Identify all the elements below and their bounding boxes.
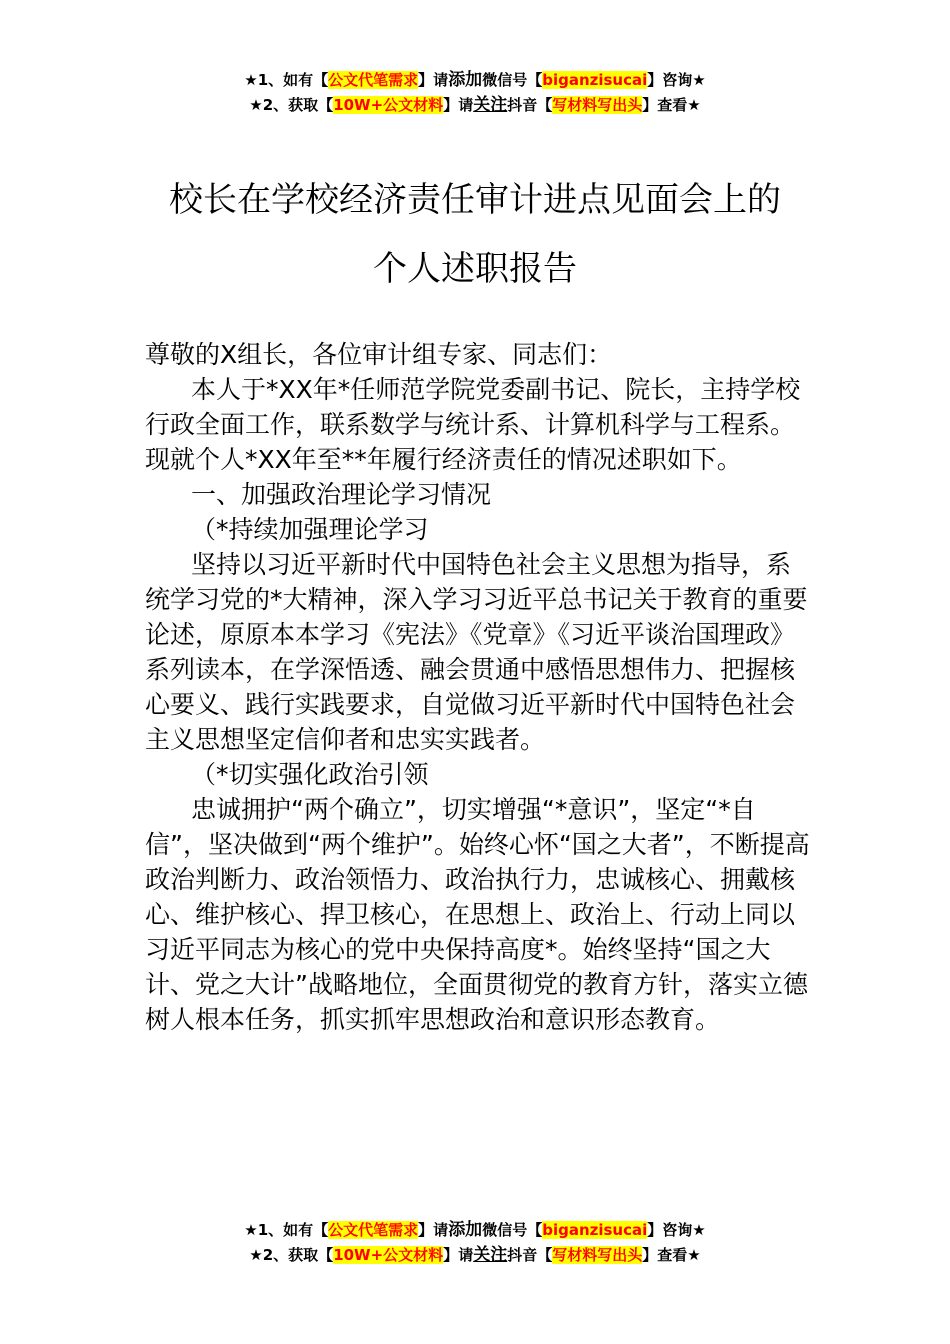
footer-banner-line-2 xyxy=(0,1243,950,1268)
footer-line-1-mid: 】请 xyxy=(418,1221,449,1239)
banner-highlight-materials: 10W+公文材料 xyxy=(333,96,444,114)
document-title-line-2: 个人述职报告 xyxy=(373,249,577,289)
body-paragraph-1: 坚持以习近平新时代中国特色社会主义思想为指导，系统学习党的*大精神，深入学习习近平总书记关于教育的重要论述，原原本本学习《宪法》《党章》《习近平谈治国理政》系列读本，在学深悟透、融会贯通中感悟思想伟力、把握核心要义、践行实践要求，自觉做习近平新时代中国特色社会主义思想坚定信仰者和忠实实践者。 xyxy=(145,550,808,754)
banner-line-1-mid2: 微信号【 xyxy=(482,71,543,89)
footer-line-2-suffix: 】查看★ xyxy=(642,1246,701,1264)
banner-highlight-service: 公文代笔需求 xyxy=(328,71,419,89)
banner-line-1-suffix: 】咨询★ xyxy=(647,71,706,89)
intro-paragraph: 本人于*XX年*任师范学院党委副书记、院长，主持学校行政全面工作，联系数学与统计系、计算机科学与工程系。现就个人*XX年至**年履行经济责任的情况述职如下。 xyxy=(145,375,801,474)
footer-highlight-materials: 10W+公文材料 xyxy=(333,1246,444,1264)
banner-underlined-word: 关注 xyxy=(473,95,508,115)
footer-banner xyxy=(0,1218,950,1268)
banner-highlight-wechat-id: biganzisucai xyxy=(542,71,648,89)
footer-highlight-service: 公文代笔需求 xyxy=(328,1221,419,1239)
banner-line-1-mid: 】请 xyxy=(418,71,449,89)
banner-emphasis-word: 添加 xyxy=(448,70,483,90)
section-heading-1: 一、加强政治理论学习情况 xyxy=(191,480,492,509)
body-paragraph-2: 忠诚拥护“两个确立”，切实增强“*意识”，坚定“*自信”，坚决做到“两个维护”。始终心怀“国之大者”，不断提高政治判断力、政治领悟力、政治执行力，忠诚核心、拥戴核心、维护核心、捍卫核心，在思想上、政治上、行动上同以习近平同志为核心的党中央保持高度*。始终坚持“国之大计、党之大计”战略地位，全面贯彻党的教育方针，落实立德树人根本任务，抓实抓牢思想政治和意识形态教育。 xyxy=(145,795,810,1034)
banner-line-2-prefix: ★2、获取【 xyxy=(249,96,334,114)
footer-line-1-prefix: ★1、如有【 xyxy=(244,1221,329,1239)
banner-line-2-mid2: 抖音【 xyxy=(507,96,553,114)
banner-line-1-prefix: ★1、如有【 xyxy=(244,71,329,89)
footer-banner-line-1 xyxy=(0,1218,950,1243)
banner-highlight-douyin-id: 写材料写出头 xyxy=(552,96,643,114)
footer-line-1-suffix: 】咨询★ xyxy=(647,1221,706,1239)
footer-highlight-douyin-id: 写材料写出头 xyxy=(552,1246,643,1264)
footer-underlined-word: 关注 xyxy=(473,1245,508,1265)
footer-line-2-mid: 】请 xyxy=(443,1246,474,1264)
banner-line-2 xyxy=(0,93,950,118)
footer-line-1-mid2: 微信号【 xyxy=(482,1221,543,1239)
banner-line-1 xyxy=(0,68,950,93)
subsection-heading-2: （*切实强化政治引领 xyxy=(191,760,429,789)
subsection-heading-1: （*持续加强理论学习 xyxy=(191,515,429,544)
header-banner xyxy=(0,68,950,118)
banner-line-2-suffix: 】查看★ xyxy=(642,96,701,114)
footer-line-2-prefix: ★2、获取【 xyxy=(249,1246,334,1264)
footer-emphasis-word: 添加 xyxy=(448,1220,483,1240)
document-title-line-1: 校长在学校经济责任审计进点见面会上的 xyxy=(169,180,781,220)
document-body xyxy=(145,337,810,1037)
footer-line-2-mid2: 抖音【 xyxy=(507,1246,553,1264)
banner-line-2-mid: 】请 xyxy=(443,96,474,114)
footer-highlight-wechat-id: biganzisucai xyxy=(542,1221,648,1239)
salutation: 尊敬的X组长，各位审计组专家、同志们： xyxy=(145,340,613,369)
